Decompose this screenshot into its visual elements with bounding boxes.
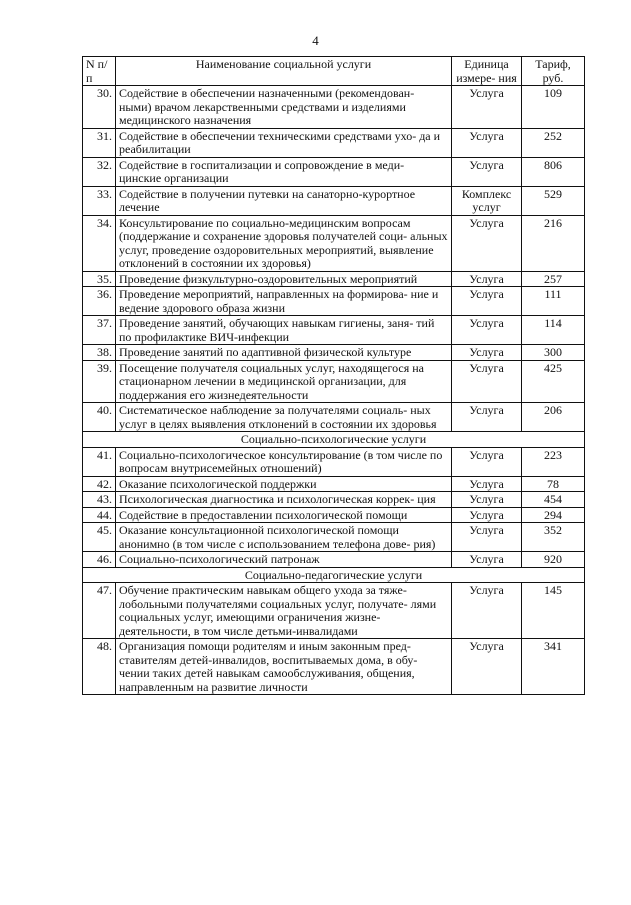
row-number: 43. xyxy=(83,492,116,508)
service-name: Обучение практическим навыкам общего ухода за тяже- лобольными получателями социальных услуг, получате- лями социальных услуг, имеющими ограничения жизне- деятельности, в том числе детьми-инвалидами xyxy=(116,583,452,639)
service-name: Проведение физкультурно-оздоровительных мероприятий xyxy=(116,271,452,287)
service-unit: Услуга xyxy=(452,476,522,492)
service-unit: Услуга xyxy=(452,287,522,316)
service-tariff: 454 xyxy=(522,492,585,508)
row-number: 38. xyxy=(83,345,116,361)
service-name: Проведение занятий, обучающих навыкам гигиены, заня- тий по профилактике ВИЧ-инфекции xyxy=(116,316,452,345)
service-unit: Услуга xyxy=(452,492,522,508)
header-tariff: Тариф, руб. xyxy=(522,57,585,86)
service-unit: Услуга xyxy=(452,128,522,157)
row-number: 40. xyxy=(83,403,116,432)
row-number: 39. xyxy=(83,360,116,403)
service-name: Консультирование по социально-медицинским вопросам (поддержание и сохранение здоровья получателей соци- альных услуг, проведение оздоровительных мероприятий, выявление отклонений в состоянии их здоровья) xyxy=(116,215,452,271)
row-number: 47. xyxy=(83,583,116,639)
service-unit: Услуга xyxy=(452,215,522,271)
header-service-name: Наименование социальной услуги xyxy=(116,57,452,86)
table-row xyxy=(83,507,585,523)
service-tariff: 806 xyxy=(522,157,585,186)
row-number: 48. xyxy=(83,639,116,695)
table-row xyxy=(83,403,585,432)
section-header-row xyxy=(83,432,585,448)
table-row xyxy=(83,639,585,695)
table-row xyxy=(83,186,585,215)
row-number: 36. xyxy=(83,287,116,316)
row-number: 37. xyxy=(83,316,116,345)
header-unit: Единица измере- ния xyxy=(452,57,522,86)
service-unit: Услуга xyxy=(452,523,522,552)
service-unit: Услуга xyxy=(452,345,522,361)
service-tariff: 529 xyxy=(522,186,585,215)
row-number: 46. xyxy=(83,552,116,568)
row-number: 44. xyxy=(83,507,116,523)
service-name: Систематическое наблюдение за получателями социаль- ных услуг в целях выявления отклонений в состоянии их здоровья xyxy=(116,403,452,432)
table-row xyxy=(83,523,585,552)
service-tariff: 223 xyxy=(522,447,585,476)
service-unit: Услуга xyxy=(452,447,522,476)
service-unit: Услуга xyxy=(452,639,522,695)
service-name: Содействие в госпитализации и сопровождение в меди- цинские организации xyxy=(116,157,452,186)
service-name: Социально-психологический патронаж xyxy=(116,552,452,568)
section-title: Социально-педагогические услуги xyxy=(83,567,585,583)
service-name: Организация помощи родителям и иным законным пред- ставителям детей-инвалидов, воспитываемых дома, в обу- чении таких детей навыкам самообслуживания, общения, направленным на развитие личности xyxy=(116,639,452,695)
service-name: Проведение мероприятий, направленных на формирова- ние и ведение здорового образа жизни xyxy=(116,287,452,316)
service-unit: Услуга xyxy=(452,360,522,403)
service-name: Содействие в предоставлении психологической помощи xyxy=(116,507,452,523)
row-number: 45. xyxy=(83,523,116,552)
service-tariff: 300 xyxy=(522,345,585,361)
table-row xyxy=(83,492,585,508)
table-body xyxy=(83,86,585,695)
table-header-row xyxy=(83,57,585,86)
table-row xyxy=(83,316,585,345)
services-tariff-table xyxy=(82,56,585,695)
service-tariff: 294 xyxy=(522,507,585,523)
table-row xyxy=(83,345,585,361)
row-number: 41. xyxy=(83,447,116,476)
service-unit: Услуга xyxy=(452,86,522,129)
service-unit: Услуга xyxy=(452,507,522,523)
section-title: Социально-психологические услуги xyxy=(83,432,585,448)
service-unit: Услуга xyxy=(452,271,522,287)
service-tariff: 257 xyxy=(522,271,585,287)
service-name: Оказание консультационной психологической помощи анонимно (в том числе с использованием телефона дове- рия) xyxy=(116,523,452,552)
row-number: 32. xyxy=(83,157,116,186)
table-row xyxy=(83,86,585,129)
row-number: 31. xyxy=(83,128,116,157)
service-name: Посещение получателя социальных услуг, находящегося на стационарном лечении в медицинской организации, для поддержания его жизнедеятельности xyxy=(116,360,452,403)
header-number: N п/п xyxy=(83,57,116,86)
service-name: Социально-психологическое консультирование (в том числе по вопросам внутрисемейных отношений) xyxy=(116,447,452,476)
service-tariff: 78 xyxy=(522,476,585,492)
service-tariff: 109 xyxy=(522,86,585,129)
table-row xyxy=(83,360,585,403)
table-row xyxy=(83,447,585,476)
service-tariff: 920 xyxy=(522,552,585,568)
service-unit: Услуга xyxy=(452,157,522,186)
service-name: Содействие в обеспечении назначенными (рекомендован- ными) врачом лекарственными средствами и изделиями медицинского назначения xyxy=(116,86,452,129)
service-name: Содействие в обеспечении техническими средствами ухо- да и реабилитации xyxy=(116,128,452,157)
table-row xyxy=(83,215,585,271)
service-tariff: 111 xyxy=(522,287,585,316)
table-row xyxy=(83,128,585,157)
service-tariff: 341 xyxy=(522,639,585,695)
row-number: 42. xyxy=(83,476,116,492)
service-tariff: 252 xyxy=(522,128,585,157)
section-header-row xyxy=(83,567,585,583)
row-number: 35. xyxy=(83,271,116,287)
table-row xyxy=(83,271,585,287)
table-row xyxy=(83,476,585,492)
service-tariff: 425 xyxy=(522,360,585,403)
table-row xyxy=(83,287,585,316)
service-tariff: 352 xyxy=(522,523,585,552)
table-row xyxy=(83,157,585,186)
page-number: 4 xyxy=(312,33,319,48)
service-tariff: 145 xyxy=(522,583,585,639)
table-row xyxy=(83,583,585,639)
service-tariff: 206 xyxy=(522,403,585,432)
service-name: Психологическая диагностика и психологическая коррек- ция xyxy=(116,492,452,508)
row-number: 30. xyxy=(83,86,116,129)
service-tariff: 216 xyxy=(522,215,585,271)
service-unit: Услуга xyxy=(452,583,522,639)
service-unit: Услуга xyxy=(452,316,522,345)
row-number: 33. xyxy=(83,186,116,215)
service-name: Проведение занятий по адаптивной физической культуре xyxy=(116,345,452,361)
service-name: Содействие в получении путевки на санаторно-курортное лечение xyxy=(116,186,452,215)
table-row xyxy=(83,552,585,568)
service-unit: Услуга xyxy=(452,552,522,568)
service-unit: Услуга xyxy=(452,403,522,432)
service-unit: Комплекс услуг xyxy=(452,186,522,215)
row-number: 34. xyxy=(83,215,116,271)
service-tariff: 114 xyxy=(522,316,585,345)
service-name: Оказание психологической поддержки xyxy=(116,476,452,492)
